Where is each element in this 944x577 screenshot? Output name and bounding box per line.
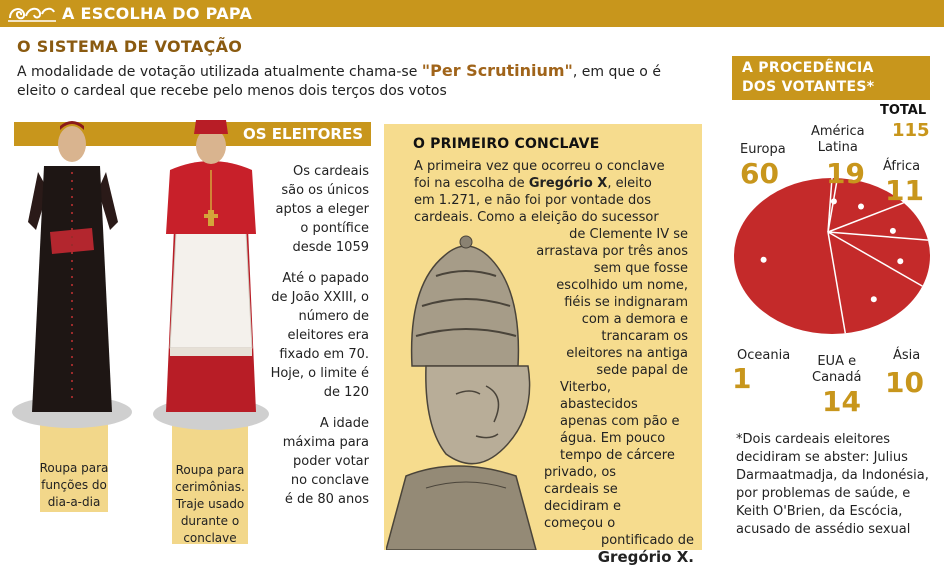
conclave-line-part: , eleito [607,176,652,191]
pie-slice-dot [897,258,903,264]
intro-before: A modalidade de votação utilizada atualmente chama-se [17,64,422,80]
conclave-line: decidiram e [544,499,621,514]
conclave-final: Gregório X. [597,548,694,566]
conclave-text-right [488,226,688,379]
conclave-line: privado, os [544,465,617,480]
value-asia: 10 [885,366,924,399]
value-africa: 11 [885,174,924,207]
eleitores-text-2: Até o papado de João XXIII, o número de eleitores era fixado em 70. Hoje, o limite é de 120 [270,271,369,400]
conclave-text-bottom [544,464,694,566]
value-eua: 14 [822,385,861,418]
vestment [386,466,536,550]
eleitores-label: OS ELEITORES [243,125,363,143]
conclave-line: começou o [544,516,616,531]
conclave-line: em 1.271, e não foi por vontade dos [414,193,651,208]
conclave-line: fiéis se indignaram [564,295,688,310]
cassock [32,166,112,412]
intro-highlight: "Per Scrutinium" [421,61,573,80]
conclave-title: O PRIMEIRO CONCLAVE [413,136,600,152]
sash [50,228,94,254]
page-title: A ESCOLHA DO PAPA [62,4,253,23]
label-america-l2: Latina [817,140,858,155]
cardinal-daily-figure [8,112,136,442]
conclave-line: sede papal de [596,363,688,378]
label-eua [812,354,861,386]
conclave-line: pontificado de [600,533,694,548]
conclave-line: escolhido um nome, [556,278,688,293]
conclave-line: arrastava por três anos [536,244,688,259]
procedencia-footnote: *Dois cardeais eleitores decidiram se abster: Julius Darmaatmadja, da Indonésia, por problemas de saúde, e Keith O'Brien, da Escócia, acusado de assédio sexual [736,432,929,537]
eleitores-text-3: A idade máxima para poder votar no conclave é de 80 anos [282,416,369,507]
eleitores-text-1: Os cardeais são os únicos aptos a eleger o pontífice desde 1059 [275,164,369,255]
conclave-text-top [414,158,694,226]
pie-slice-dot [858,204,864,210]
head [58,126,86,162]
conclave-text-lower [560,379,696,464]
value-oceania: 1 [732,362,752,395]
swirl-logo-icon [6,2,58,24]
face [426,366,530,464]
total-value: 115 [892,120,930,141]
caption-daily: Roupa para funções do dia-a-dia [39,461,109,509]
conclave-line: cardeais se [544,482,618,497]
conclave-line: A primeira vez que ocorreu o conclave [414,159,665,174]
label-eua-l1: EUA e [817,354,857,369]
conclave-line-part: foi na escolha de [414,176,529,191]
intro-after: , em que o é eleito o cardeal que recebe pelo menos dois terços dos votos [17,64,661,99]
conclave-line: com a demora e [581,312,688,327]
biretta [194,120,228,134]
conclave-line: trancaram os [601,329,688,344]
intro-text [17,61,697,101]
conclave-line: cardeais. Como a eleição do sucessor [414,210,659,225]
conclave-line [414,175,694,192]
section-title: O SISTEMA DE VOTAÇÃO [17,37,243,56]
label-america-l1: América [811,124,865,139]
label-africa: África [883,159,921,174]
total-label: TOTAL [880,103,927,118]
label-eua-l2: Canadá [812,370,862,385]
caption-ceremony: Roupa para cerimônias. Traje usado durante o conclave [175,463,245,545]
conclave-line: Viterbo, [560,380,611,395]
procedencia-title-line: DOS VOTANTES* [742,79,875,95]
conclave-line: água. Em pouco [560,431,666,446]
lace-rochet [170,232,252,348]
label-asia: Ásia [893,348,921,363]
pie-slice-dot [890,228,896,234]
label-europa: Europa [740,142,786,157]
label-america [811,124,865,156]
procedencia-title [732,56,930,100]
label-oceania: Oceania [737,348,791,363]
conclave-line: tempo de cárcere [560,448,675,463]
pie-slice-dot [761,257,767,263]
conclave-line: abastecidos [560,397,638,412]
top-bar [0,0,944,27]
gregorio-name: Gregório X [528,176,608,191]
conclave-line: sem que fosse [593,261,688,276]
lace-hem [170,348,252,356]
pie-slice-dot [871,296,877,302]
procedencia-title-line: A PROCEDÊNCIA [742,60,874,76]
cardinal-ceremony-figure [148,112,274,444]
conclave-line: apenas com pão e [560,414,680,429]
value-america: 19 [826,157,865,190]
value-europa: 60 [740,157,779,190]
conclave-line: de Clemente IV se [569,227,688,242]
conclave-line: eleitores na antiga [566,346,688,361]
tiara-top [460,236,472,248]
